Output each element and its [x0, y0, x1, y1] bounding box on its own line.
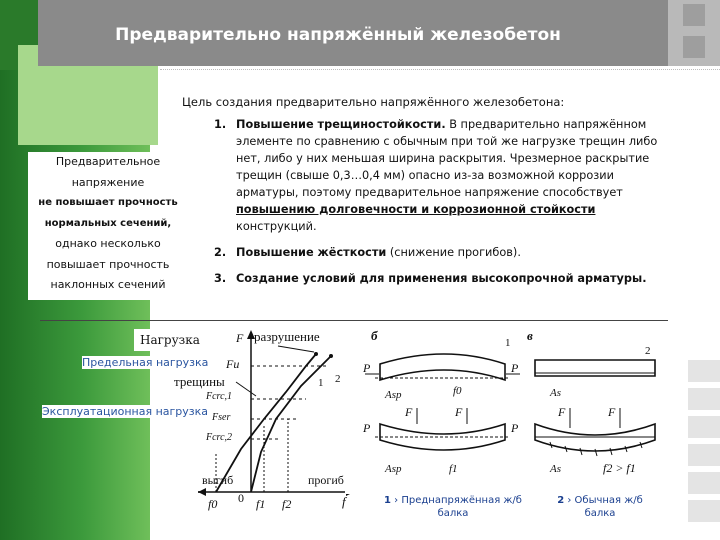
- list-item-bold: Создание условий для применения высокопрочной арматуры.: [236, 272, 647, 285]
- load-f: F: [455, 405, 463, 419]
- list-item: [214, 116, 676, 235]
- load-label: Нагрузка: [134, 329, 236, 351]
- beam-schemes: [345, 324, 665, 494]
- prestress-force-p: P: [363, 421, 371, 435]
- deflection-relation: f2 > f1: [603, 461, 636, 475]
- list-item-number: 3.: [214, 272, 227, 285]
- load-f: F: [405, 405, 413, 419]
- asp-label: Asp: [385, 463, 402, 475]
- load-f: F: [608, 405, 616, 419]
- f0-label: f0: [208, 497, 218, 511]
- list-item-text: (снижение прогибов).: [386, 246, 521, 259]
- legend-item: 1 › Преднапряжённая ж/б балка: [378, 492, 528, 524]
- prestress-force-p: P: [363, 361, 371, 375]
- goal-list: [214, 116, 676, 296]
- side-note: [28, 152, 188, 300]
- load-deflection-diagram: [174, 324, 356, 520]
- page-title: Предварительно напряжённый железобетон: [115, 25, 561, 45]
- right-deco-block: [688, 388, 720, 410]
- goal-heading: Цель создания предварительно напряжённого железобетона:: [182, 95, 565, 109]
- ultimate-load-label: Предельная нагрузка: [82, 356, 209, 369]
- failure-point: [329, 354, 333, 358]
- asp-label: Asp: [385, 389, 402, 401]
- as-label: As: [550, 387, 561, 399]
- camber-label: выгиб: [202, 473, 234, 487]
- load-f: F: [558, 405, 566, 419]
- curve-2-label: 2: [335, 373, 341, 385]
- right-deco-block: [688, 444, 720, 466]
- side-note-line: нормальных сечений,: [44, 217, 172, 229]
- deco-square: [683, 36, 705, 58]
- side-note-line: наклонных сечений: [50, 278, 166, 291]
- fu-label: Fu: [226, 357, 240, 371]
- legend-text: Преднапряжённая ж/б балка: [401, 495, 522, 519]
- list-item-bold: Повышение жёсткости: [236, 246, 387, 259]
- fcrc2-label: Fcrc,2: [206, 432, 233, 443]
- list-item: [214, 270, 676, 287]
- scheme-b-label: б: [371, 328, 378, 343]
- list-item-bold: Повышение трещиностойкости.: [236, 118, 446, 131]
- right-deco-block: [688, 472, 720, 494]
- side-note-line: однако несколько: [55, 237, 161, 250]
- f2-label: f2: [282, 497, 292, 511]
- prestress-force-p: P: [511, 421, 519, 435]
- prestress-force-p: P: [511, 361, 519, 375]
- list-item-emphasis: повышению долговечности и коррозионной стойкости: [236, 203, 596, 216]
- list-item-number: 2.: [214, 246, 227, 259]
- section-separator: [40, 320, 668, 321]
- scheme-label-2: 2: [645, 345, 651, 357]
- deflection-label: прогиб: [308, 473, 344, 487]
- fcrc1-label: Fcrc,1: [206, 391, 233, 402]
- list-item-text: конструкций.: [236, 220, 317, 233]
- side-note-line: не повышает прочность: [38, 197, 178, 208]
- f0-scheme-label: f0: [453, 385, 462, 397]
- axis-deflection-f: f: [342, 494, 346, 509]
- axis-f-label: F: [236, 331, 244, 345]
- right-deco-block: [688, 500, 720, 522]
- failure-label: разрушение: [254, 329, 320, 344]
- list-item-text: В предварительно напряжённом элементе по сравнению с обычным при той же нагрузке трещин либо нет, либо у них меньшая ширина раскрытия. Чрезмерное раскрытие трещин (свыше 0,3…0,4 мм) опасно из-за возможной коррозии арматуры, поэтому предварительное напряжение способствует: [236, 118, 658, 199]
- legend-number: 1: [384, 495, 391, 506]
- service-load-label: Эксплуатационная нагрузка: [42, 405, 209, 418]
- list-item-number: 1.: [214, 118, 227, 131]
- right-deco-block: [688, 416, 720, 438]
- deco-square: [683, 4, 705, 26]
- f1-scheme-label: f1: [449, 463, 458, 475]
- divider: [160, 69, 720, 70]
- scheme-label-1: 1: [505, 337, 511, 349]
- legend-text: Обычная ж/б балка: [574, 495, 643, 519]
- fser-label: Fser: [212, 412, 231, 423]
- legend-number: 2: [557, 495, 565, 506]
- origin-label: 0: [238, 491, 244, 505]
- side-note-line: Предварительное: [55, 155, 161, 168]
- cracks-label: трещины: [174, 374, 225, 389]
- right-deco-block: [688, 360, 720, 382]
- side-note-line: повышает прочность: [46, 257, 170, 271]
- curve-1-label: 1: [318, 377, 324, 389]
- as-label: As: [550, 463, 561, 475]
- legend-item: 2 › Обычная ж/б балка: [548, 492, 652, 524]
- f1-label: f1: [256, 497, 266, 511]
- list-item: [214, 244, 676, 261]
- side-note-line: напряжение: [71, 175, 145, 189]
- failure-point: [314, 352, 318, 356]
- scheme-v-label: в: [527, 328, 533, 343]
